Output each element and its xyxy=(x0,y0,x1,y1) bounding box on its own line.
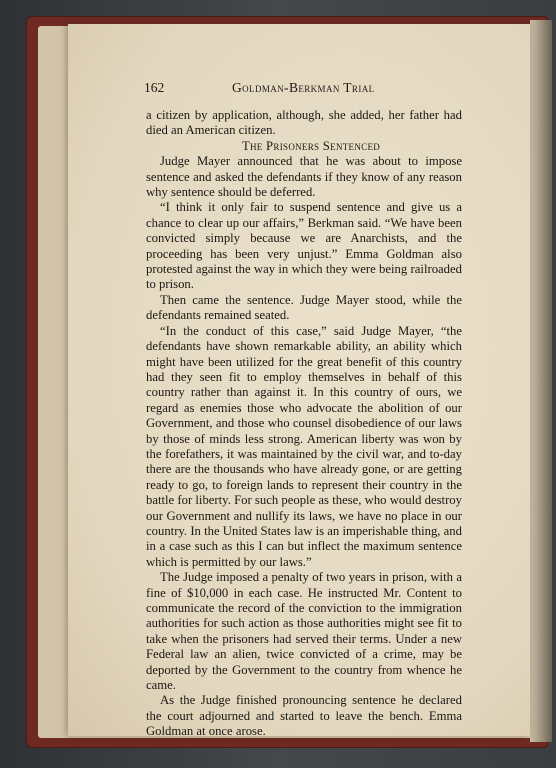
paragraph-3: Then came the sentence. Judge Mayer stood, while the defendants remained seated. xyxy=(146,292,462,323)
continuation-paragraph: a citizen by application, although, she added, her father had died an American citizen. xyxy=(146,108,462,138)
paragraph-4: “In the conduct of this case,” said Judge Mayer, “the defendants have shown remarkable ability, an ability which might have been utilized for the great benefit of this country had they seen fit to employ themselves in behalf of this country rather than against it. In this country of ours, we regard as enemies those who advocate the abolition of our Government, and those who counsel disobedience of our laws by those of minds less strong. American liberty was won by the forefathers, it was maintained by the civil war, and to-day there are the thousands who have already gone, or are getting ready to go, to foreign lands to represent their country in the battle for liberty. For such people as these, who would destroy our Government and nullify its laws, we have no place in our country. In the United States law is an imperishable thing, and in a case such as this I can but inflect the maximum sentence which is permitted by our laws.” xyxy=(146,323,462,569)
paragraph-2: “I think it only fair to suspend sentence and give us a chance to clear up our affairs,” Berkman said. “We have been convicted simply because we are Anarchists, and the proceeding has been very unjust.” Emma Goldman also protested against the way in which they were being railroaded to prison. xyxy=(146,200,462,292)
paragraph-5: The Judge imposed a penalty of two years in prison, with a fine of $10,000 in each case. He instructed Mr. Content to communicate the record of the conviction to the immigration authorities for such action as those authorities might see fit to take when the prisoners had served their terms. Under a new Federal law an alien, twice convicted of a crime, may be deported by the Government to the country from whence he came. xyxy=(146,570,462,693)
page-header xyxy=(144,80,462,100)
page-number: 162 xyxy=(144,80,165,95)
running-head: Goldman-Berkman Trial xyxy=(232,80,375,95)
section-heading: The Prisoners Sentenced xyxy=(241,138,381,153)
paragraph-6: As the Judge finished pronouncing sentence he declared the court adjourned and started to leave the bench. Emma Goldman at once arose. xyxy=(146,693,462,739)
paragraph-1: Judge Mayer announced that he was about to impose sentence and asked the defendants if they know of any reason why sentence should be deferred. xyxy=(146,154,462,200)
facing-page-edge xyxy=(530,20,552,742)
body-text xyxy=(146,108,462,740)
